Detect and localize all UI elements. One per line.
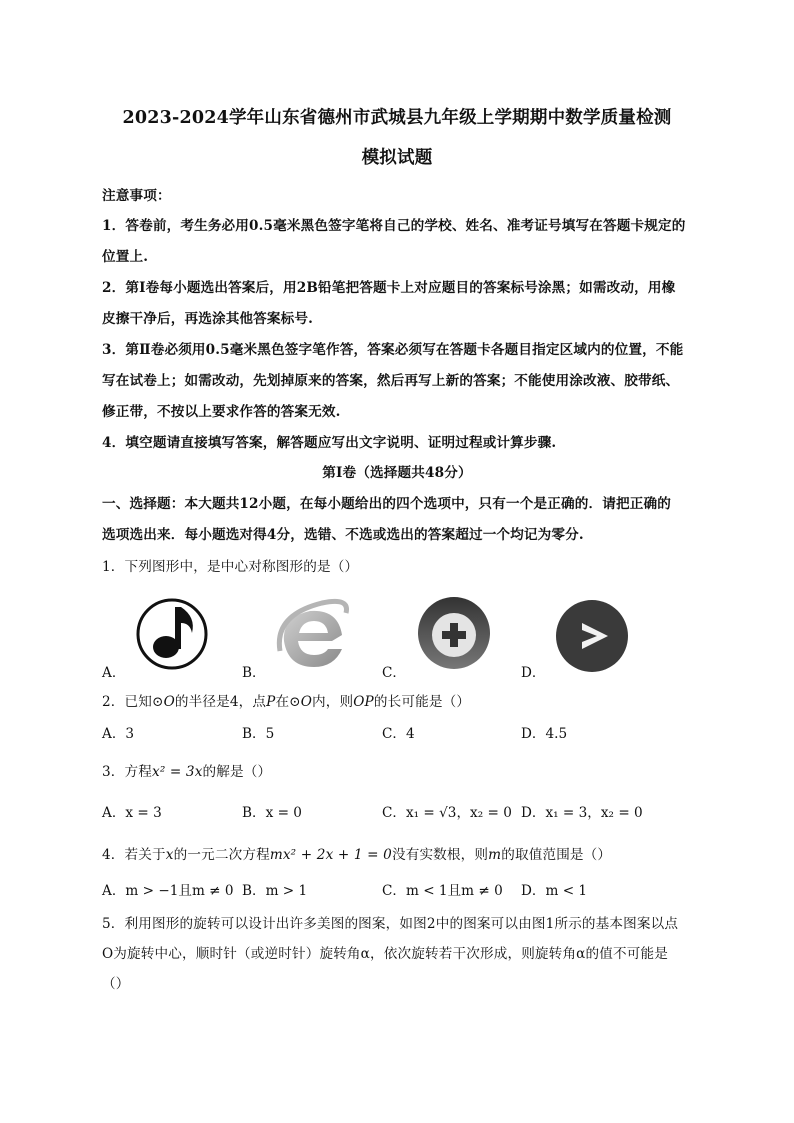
section-title: 第Ⅰ卷（选择题共48分） — [322, 465, 472, 481]
question-5-line-a: 5．利用图形的旋转可以设计出许多美图的图案，如图2中的图案可以由图1所示的基本图案以点 — [102, 916, 679, 932]
music-note-icon — [130, 595, 214, 673]
q4-var-x: x — [165, 847, 174, 863]
q2-stem-part-a: 2．已知⊙ — [102, 694, 164, 710]
question-5-line-b: O为旋转中心，顺时针（或逆时针）旋转角α，依次旋转若干次形成，则旋转角α的值不可能是 — [102, 946, 668, 962]
q3-option-c: C．x₁ = √3，x₂ = 0 — [382, 805, 512, 821]
note-3-line-c: 修正带，不按以上要求作答的答案无效. — [102, 404, 341, 420]
q4-var-m: m — [488, 847, 502, 863]
question-2-stem — [102, 690, 470, 710]
q1-option-a-label: A． — [102, 665, 126, 681]
page-title-line-2: 模拟试题 — [361, 148, 433, 168]
q1-option-d-label: D． — [521, 665, 546, 681]
plus-circle-icon — [414, 593, 494, 673]
question-1-stem: 1．下列图形中，是中心对称图形的是（） — [102, 559, 359, 575]
q4-option-a: A．m > −1且m ≠ 0 — [102, 883, 234, 899]
q4-equation: mx² + 2x + 1 = 0 — [269, 847, 392, 863]
q3-equation: x² = 3x — [152, 764, 203, 780]
question-3-stem — [102, 760, 271, 780]
notes-heading: 注意事项： — [102, 188, 171, 204]
question-5-line-c: （） — [102, 976, 130, 992]
q2-stem-part-c: 在⊙ — [275, 694, 301, 710]
q2-option-c: C．4 — [382, 726, 415, 742]
q3-stem-part-b: 的解是（） — [202, 764, 272, 780]
q3-option-b: B．x = 0 — [242, 805, 302, 821]
note-3-line-a: 3．第Ⅱ卷必须用0.5毫米黑色签字笔作答，答案必须写在答题卡各题目指定区域内的位置，不能 — [102, 342, 684, 358]
q1-option-c-label: C． — [382, 665, 406, 681]
q4-stem-part-a: 4．若关于 — [102, 847, 166, 863]
q2-stem-part-e: 的长可能是（） — [373, 694, 471, 710]
q2-option-a: A．3 — [102, 726, 135, 742]
q2-var-p: P — [266, 694, 276, 710]
page-title-line-1: 2023-2024学年山东省德州市武城县九年级上学期期中数学质量检测 — [122, 108, 672, 128]
q4-stem-part-c: 没有实数根，则 — [391, 847, 489, 863]
q2-option-b: B．5 — [242, 726, 275, 742]
q3-stem-part-a: 3．方程 — [102, 764, 153, 780]
question-4-stem — [102, 843, 611, 863]
q3-option-a: A．x = 3 — [102, 805, 162, 821]
q2-var-o: O — [163, 694, 175, 710]
note-1-line-a: 1．答卷前，考生务必用0.5毫米黑色签字笔将自己的学校、姓名、准考证号填写在答题卡规定的 — [102, 218, 686, 234]
q2-stem-part-b: 的半径是4，点 — [174, 694, 267, 710]
q2-stem-part-d: 内，则 — [312, 694, 354, 710]
section-intro-line-b: 选项选出来．每小题选对得4分，选错、不选或选出的答案超过一个均记为零分. — [102, 527, 584, 543]
q1-option-b-label: B． — [242, 665, 266, 681]
q4-option-b: B．m > 1 — [242, 883, 308, 899]
q4-stem-part-b: 的一元二次方程 — [173, 847, 270, 863]
note-1-line-b: 位置上. — [102, 249, 149, 265]
q3-option-d: D．x₁ = 3，x₂ = 0 — [521, 805, 643, 821]
q4-option-d: D．m < 1 — [521, 883, 588, 899]
arrow-circle-icon — [552, 597, 632, 675]
section-intro-line-a: 一、选择题：本大题共12小题，在每小题给出的四个选项中，只有一个是正确的．请把正确的 — [102, 496, 671, 512]
note-2-line-a: 2．第Ⅰ卷每小题选出答案后，用2B铅笔把答题卡上对应题目的答案标号涂黑；如需改动，用橡 — [102, 280, 676, 296]
note-3-line-b: 写在试卷上；如需改动，先划掉原来的答案，然后再写上新的答案；不能使用涂改液、胶带纸、 — [102, 373, 680, 389]
q2-var-op: OP — [353, 694, 374, 710]
note-4: 4．填空题请直接填写答案，解答题应写出文字说明、证明过程或计算步骤. — [102, 435, 557, 451]
q4-option-c: C．m < 1且m ≠ 0 — [382, 883, 503, 899]
q2-var-o-2: O — [300, 694, 313, 710]
ie-logo-icon — [272, 595, 352, 673]
q2-option-d: D．4.5 — [521, 726, 568, 742]
q4-stem-part-d: 的取值范围是（） — [501, 847, 612, 863]
note-2-line-b: 皮擦干净后，再选涂其他答案标号. — [102, 311, 314, 327]
